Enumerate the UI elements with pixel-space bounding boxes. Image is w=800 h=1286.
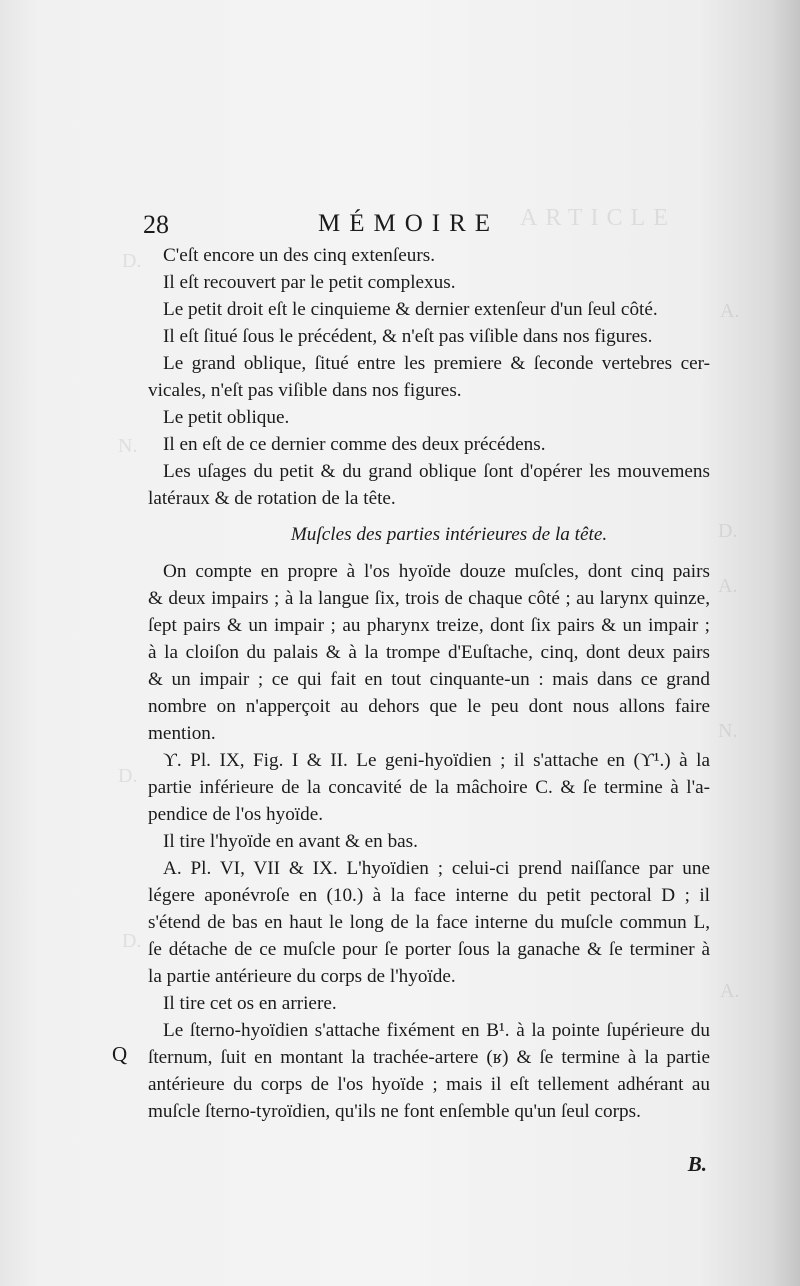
text-line: A. Pl. VI, VII & IX. L'hyoïdien ; celui-ci prend naiſſance par une [163, 858, 710, 879]
show-through-margin-letter: D. [122, 250, 142, 272]
text-line: ſe détache de ce muſcle pour ſe porter ſous la ganache & ſe terminer à [148, 939, 710, 960]
catchword: B. [687, 1152, 707, 1176]
show-through-margin-letter: D. [118, 765, 138, 787]
margin-letter: Q [112, 1042, 128, 1066]
text-line: Il eſt ſitué ſous le précédent, & n'eſt pas viſible dans nos figures. [163, 326, 653, 347]
text-line: latéraux & de rotation de la tête. [148, 488, 396, 509]
text-line: Le grand oblique, ſitué entre les premiere & ſeconde vertebres cer- [163, 353, 710, 374]
show-through-margin-letter: A. [720, 980, 740, 1002]
text-line: muſcle ſterno-tyroïdien, qu'ils ne font enſemble qu'un ſeul corps. [148, 1101, 641, 1122]
text-line: la partie antérieure du corps de l'hyoïde. [148, 966, 456, 987]
show-through-margin-letter: N. [718, 720, 738, 742]
show-through-margin-letter: N. [118, 435, 138, 457]
text-line: On compte en propre à l'os hyoïde douze muſcles, dont cinq pairs [163, 561, 710, 582]
show-through-margin-letter: D. [718, 520, 738, 542]
spacer [148, 512, 710, 520]
text-line: Le ſterno-hyoïdien s'attache fixément en B¹. à la pointe ſupérieure du [163, 1020, 710, 1041]
text-line: nombre on n'apperçoit au dehors que le peu dont nous allons faire [148, 696, 710, 717]
show-through-margin-letter: A. [718, 575, 738, 597]
text-line: ϒ. Pl. IX, Fig. I & II. Le geni-hyoïdien ; il s'attache en (ϒ¹.) à la [163, 750, 710, 771]
text-line: Il tire l'hyoïde en avant & en bas. [163, 831, 418, 852]
text-line: pendice de l'os hyoïde. [148, 804, 324, 825]
text-line: ſept pairs & un impair ; au pharynx treize, dont ſix pairs & un impair ; [148, 615, 710, 636]
show-through-title: ARTICLE [520, 205, 676, 231]
text-line: Il tire cet os en arriere. [163, 993, 337, 1014]
text-line: à la cloiſon du palais & à la trompe d'Euſtache, cinq, dont deux pairs [148, 642, 710, 663]
text-line: ſternum, ſuit en montant la trachée-artere (ʁ) & ſe termine à la partie [148, 1047, 710, 1068]
show-through-margin-letter: A. [720, 300, 740, 322]
text-line: Il en eſt de ce dernier comme des deux précédens. [163, 434, 546, 455]
text-line: Les uſages du petit & du grand oblique ſont d'opérer les mouvemens [163, 461, 710, 482]
text-line: vicales, n'eſt pas viſible dans nos figures. [148, 380, 462, 401]
running-title: MÉMOIRE [318, 210, 500, 237]
body-text [148, 242, 710, 1125]
spacer [148, 550, 710, 558]
text-line: & un impair ; ce qui fait en tout cinquante-un : mais dans ce grand [148, 669, 710, 690]
text-line: antérieure du corps de l'os hyoïde ; mais il eſt tellement adhérant au [148, 1074, 710, 1095]
text-line: Il eſt recouvert par le petit complexus. [163, 272, 456, 293]
page-number: 28 [143, 210, 169, 239]
text-line: partie inférieure de la concavité de la mâchoire C. & ſe termine à l'a- [148, 777, 710, 798]
show-through-margin-letter: D. [122, 930, 142, 952]
text-line: s'étend de bas en haut le long de la face interne du muſcle commun L, [148, 912, 710, 933]
section-heading: Muſcles des parties intérieures de la tête. [290, 524, 608, 545]
text-line: mention. [148, 723, 216, 744]
text-line: Le petit droit eſt le cinquieme & dernier extenſeur d'un ſeul côté. [163, 299, 658, 320]
text-line: légere aponévroſe en (10.) à la face interne du petit pectoral D ; il [148, 885, 710, 906]
text-line: C'eſt encore un des cinq extenſeurs. [163, 245, 435, 266]
text-line: Le petit oblique. [163, 407, 290, 428]
text-line: & deux impairs ; à la langue ſix, trois de chaque côté ; au larynx quinze, [148, 588, 710, 609]
